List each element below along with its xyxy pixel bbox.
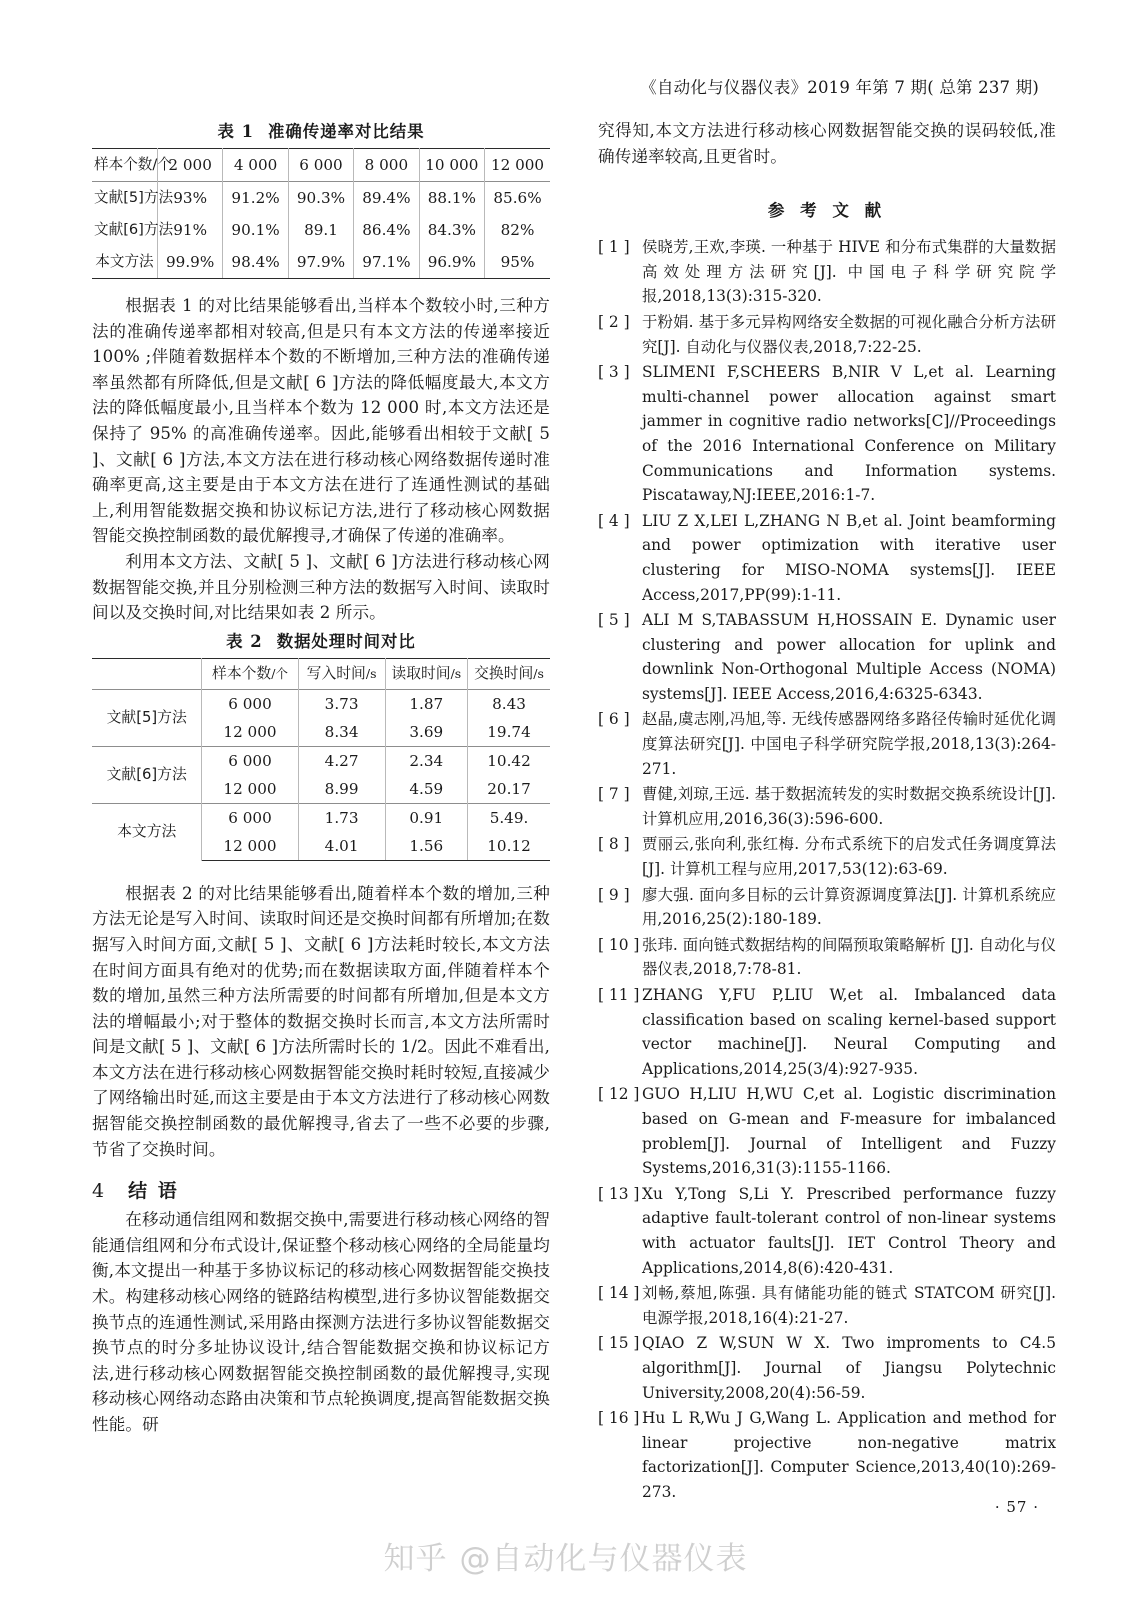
table1-cell: 82% bbox=[485, 214, 550, 246]
table2-cell: 0.91 bbox=[385, 803, 467, 832]
table2-cell: 4.59 bbox=[385, 775, 467, 804]
table-row bbox=[92, 149, 550, 182]
table1-cell: 93% bbox=[157, 182, 222, 215]
table2-cell: 12 000 bbox=[202, 718, 298, 747]
table2-cell: 12 000 bbox=[202, 832, 298, 861]
reference-number: [ 11 ] bbox=[598, 986, 640, 1004]
reference-number: [ 10 ] bbox=[598, 935, 640, 954]
reference-text: 于粉娟. 基于多元异构网络安全数据的可视化融合分析方法研究[J]. 自动化与仪器仪表,2018,7:22-25. bbox=[642, 312, 1056, 356]
table-row bbox=[92, 689, 550, 718]
reference-text: 赵晶,虞志刚,冯旭,等. 无线传感器网络多路径传输时延优化调度算法研究[J]. 中国电子科学研究院学报,2018,13(3):264-271. bbox=[642, 710, 1056, 778]
reference-text: ALI M S,TABASSUM H,HOSSAIN E. Dynamic user clustering and power allocation for uplink and downlink Non-Orthogonal Multiple Access (NOMA) systems[J]. IEEE Access,2016,4:6325-6343. bbox=[642, 611, 1056, 703]
table2-col-header-samples: 样本个数/个 bbox=[202, 658, 298, 689]
reference-text: LIU Z X,LEI L,ZHANG N B,et al. Joint beamforming and power optimization with iterative user clustering for MISO-NOMA systems[J]. IEEE Access,2017,PP(99):1-11. bbox=[642, 511, 1056, 604]
table2-cell: 19.74 bbox=[468, 718, 550, 747]
table2-group-label: 文献[6]方法 bbox=[92, 746, 202, 803]
reference-number: [ 14 ] bbox=[598, 1284, 640, 1303]
table-row bbox=[92, 746, 550, 775]
paragraph-conclusion: 在移动通信组网和数据交换中,需要进行移动核心网络的智能通信组网和分布式设计,保证整个移动核心网络的全局能量均衡,本文提出一种基于多协议标记的移动核心网数据智能交换技术。构建移动核心网络的链路结构模型,进行多协议智能数据交换节点的连通性测试,采用路由探测方法进行多协议智能数据交换节点的时分多址协议设计,结合智能数据交换和协议标记方法,进行移动核心网数据智能交换控制函数的最优解搜寻,实现移动核心网络动态路由决策和节点轮换调度,提高智能数据交换性能。研 bbox=[92, 1210, 550, 1434]
table2-cell: 3.73 bbox=[298, 689, 385, 718]
list-item bbox=[598, 883, 1056, 932]
list-item bbox=[598, 1331, 1056, 1405]
paragraph-method-intro: 利用本文方法、文献[ 5 ]、文献[ 6 ]方法进行移动核心网数据智能交换,并且分别检测三种方法的数据写入时间、读取时间以及交换时间,对比结果如表 2 所示。 bbox=[92, 551, 550, 623]
reference-text: GUO H,LIU H,WU C,et al. Logistic discrimination based on G-mean and F-measure for imbalanced problem[J]. Journal of Intelligent and Fuzzy Systems,2016,31(3):1155-1166. bbox=[642, 1085, 1056, 1178]
reference-number: [ 5 ] bbox=[598, 611, 630, 630]
table2-caption bbox=[92, 628, 550, 652]
section-heading-conclusion bbox=[92, 1176, 550, 1203]
table1-cell: 97.9% bbox=[288, 246, 353, 279]
left-column bbox=[92, 118, 550, 1468]
table2-col-header-exchange: 交换时间/s bbox=[468, 658, 550, 689]
table1-cell: 99.9% bbox=[157, 246, 222, 279]
table2-cell: 6 000 bbox=[202, 803, 298, 832]
table1-row-label: 文献[6]方法 bbox=[92, 214, 157, 246]
table2-cell: 12 000 bbox=[202, 775, 298, 804]
table1-col-header: 12 000 bbox=[485, 149, 550, 182]
section-number: 4 bbox=[92, 1180, 107, 1203]
table2-cell: 6 000 bbox=[202, 746, 298, 775]
reference-number: [ 3 ] bbox=[598, 363, 630, 382]
table1-cell: 88.1% bbox=[419, 182, 484, 215]
page-number: · 57 · bbox=[994, 1498, 1039, 1516]
zhihu-logo: 知乎 bbox=[383, 1541, 448, 1577]
list-item bbox=[598, 608, 1056, 706]
table1-cell: 98.4% bbox=[223, 246, 288, 279]
table1-col-header: 10 000 bbox=[419, 149, 484, 182]
list-item bbox=[598, 933, 1056, 982]
reference-number: [ 2 ] bbox=[598, 312, 630, 331]
list-item bbox=[598, 1281, 1056, 1330]
list-item bbox=[598, 235, 1056, 309]
reference-number: [ 4 ] bbox=[598, 511, 630, 530]
list-item bbox=[598, 832, 1056, 881]
reference-number: [ 8 ] bbox=[598, 835, 630, 854]
table2-cell: 10.12 bbox=[468, 832, 550, 861]
table2-cell: 8.43 bbox=[468, 689, 550, 718]
reference-text: SLIMENI F,SCHEERS B,NIR V L,et al. Learning multi-channel power allocation against smart jammer in cognitive radio networks[C]//Proceedings of the 2016 International Conference on Military Communications and Information systems. Piscataway,NJ:IEEE,2016:1-7. bbox=[642, 363, 1056, 505]
list-item bbox=[598, 1406, 1056, 1504]
reference-number: [ 9 ] bbox=[598, 885, 630, 904]
table1-row-label: 本文方法 bbox=[92, 246, 157, 279]
reference-text: 曹健,刘琼,王远. 基于数据流转发的实时数据交换系统设计[J]. 计算机应用,2016,36(3):596-600. bbox=[642, 785, 1056, 828]
list-item bbox=[598, 360, 1056, 508]
reference-number: [ 12 ] bbox=[598, 1085, 640, 1104]
table2-cell: 3.69 bbox=[385, 718, 467, 747]
table2-corner-cell bbox=[92, 658, 202, 689]
reference-text: ZHANG Y,FU P,LIU W,et al. Imbalanced data classification based on scaling kernel-based support vector machine[J]. Neural Computing and Applications,2014,25(3/4):927-935. bbox=[642, 986, 1056, 1078]
reference-number: [ 15 ] bbox=[598, 1334, 640, 1353]
list-item bbox=[598, 509, 1056, 607]
reference-number: [ 6 ] bbox=[598, 710, 630, 729]
watermark-handle: @自动化与仪器仪表 bbox=[459, 1541, 748, 1577]
reference-text: 廖大强. 面向多目标的云计算资源调度算法[J]. 计算机系统应用,2016,25(2):180-189. bbox=[642, 885, 1056, 929]
table2-cell: 4.01 bbox=[298, 832, 385, 861]
table1-cell: 89.4% bbox=[354, 182, 419, 215]
paragraph-table2-analysis: 根据表 2 的对比结果能够看出,随着样本个数的增加,三种方法无论是写入时间、读取时间还是交换时间都有所增加;在数据写入时间方面,文献[ 5 ]、文献[ 6 ]方法耗时较长,本文方法在时间方面具有绝对的优势;而在数据读取方面,伴随着样本个数的增加,虽然三种方法所需要的时间都有所增加,但是本文方法的增幅最小;对于整体的数据交换时长而言,本文方法所需时间是文献[ 5 ]、文献[ 6 ]方法所需时长的 1/2。因此不难看出,本文方法在进行移动核心网数据智能交换时耗时较短,直接减少了网络输出时延,而这主要是由于本文方法进行了移动核心网数据智能交换控制函数的最优解搜寻,省去了一些不必要的步骤,节省了交换时间。 bbox=[92, 883, 550, 1159]
list-item bbox=[598, 782, 1056, 831]
list-item bbox=[598, 707, 1056, 781]
reference-text: 侯晓芳,王欢,李瑛. 一种基于 HIVE 和分布式集群的大量数据高效处理方法研究[J]. 中国电子科学研究院学报,2018,13(3):315-320. bbox=[642, 238, 1056, 306]
right-column bbox=[598, 118, 1056, 1501]
table-row bbox=[92, 246, 550, 279]
table2-cell: 1.73 bbox=[298, 803, 385, 832]
table1-col-header: 4 000 bbox=[223, 149, 288, 182]
table1-cell: 96.9% bbox=[419, 246, 484, 279]
table2-cell: 4.27 bbox=[298, 746, 385, 775]
table2-caption-label: 表 2 bbox=[226, 631, 263, 651]
table2-cell: 20.17 bbox=[468, 775, 550, 804]
reference-number: [ 13 ] bbox=[598, 1184, 640, 1203]
table1-cell: 97.1% bbox=[354, 246, 419, 279]
table1-cell: 90.3% bbox=[288, 182, 353, 215]
table2-cell: 5.49. bbox=[468, 803, 550, 832]
table-row bbox=[92, 803, 550, 832]
watermark bbox=[384, 1533, 748, 1578]
two-column-body bbox=[92, 118, 1056, 1501]
table1-col-header: 样本个数/个 bbox=[92, 149, 157, 182]
reference-text: 贾丽云,张向利,张红梅. 分布式系统下的启发式任务调度算法[J]. 计算机工程与应用,2017,53(12):63-69. bbox=[642, 835, 1056, 879]
list-item bbox=[598, 1182, 1056, 1280]
section-title: 结 语 bbox=[128, 1180, 179, 1203]
table2-caption-title: 数据处理时间对比 bbox=[276, 631, 416, 651]
table-row bbox=[92, 182, 550, 215]
running-head: 《自动化与仪器仪表》2019 年第 7 期( 总第 237 期) bbox=[640, 78, 1039, 97]
reference-number: [ 1 ] bbox=[598, 238, 630, 257]
table1-cell: 90.1% bbox=[223, 214, 288, 246]
table2-cell: 1.87 bbox=[385, 689, 467, 718]
table2-cell: 1.56 bbox=[385, 832, 467, 861]
table2-cell: 6 000 bbox=[202, 689, 298, 718]
table1-cell: 84.3% bbox=[419, 214, 484, 246]
table1-cell: 95% bbox=[485, 246, 550, 279]
table-row bbox=[92, 214, 550, 246]
reference-number: [ 16 ] bbox=[598, 1409, 640, 1428]
table2-cell: 2.34 bbox=[385, 746, 467, 775]
table1-cell: 86.4% bbox=[354, 214, 419, 246]
list-item bbox=[598, 310, 1056, 359]
table1-row-label: 文献[5]方法 bbox=[92, 182, 157, 215]
table1-cell: 91% bbox=[157, 214, 222, 246]
table1-caption bbox=[92, 118, 550, 142]
table1-cell: 85.6% bbox=[485, 182, 550, 215]
table1-caption-title: 准确传递率对比结果 bbox=[268, 122, 425, 141]
table1-caption-label: 表 1 bbox=[217, 122, 254, 141]
paragraph-table1-analysis: 根据表 1 的对比结果能够看出,当样本个数较小时,三种方法的准确传递率都相对较高,但是只有本文方法的传递率接近 100% ;伴随着数据样本个数的不断增加,三种方法的准确传递率虽然都有所降低,但是文献[ 6 ]方法的降低幅度最大,本文方法的降低幅度最小,且当样本个数为 12 000 时,本文方法还是保持了 95% 的高准确传递率。因此,能够看出相较于文献[ 5 ]、文献[ 6 ]方法,本文方法在进行移动核心网络数据传递时准确率更高,这主要是由于本文方法在进行了连通性测试的基础上,利用智能数据交换和协议标记方法,进行了移动核心网数据智能交换控制函数的最优解搜寻,才确保了传递的准确率。 bbox=[92, 296, 550, 546]
table1-accuracy-comparison bbox=[92, 148, 550, 279]
references-list bbox=[598, 235, 1056, 1504]
table2-processing-time-comparison bbox=[92, 658, 550, 861]
table1-cell: 89.1 bbox=[288, 214, 353, 246]
table2-group-label: 文献[5]方法 bbox=[92, 689, 202, 746]
table2-col-header-write: 写入时间/s bbox=[298, 658, 385, 689]
table2-cell: 10.42 bbox=[468, 746, 550, 775]
list-item bbox=[598, 983, 1056, 1081]
table2-col-header-read: 读取时间/s bbox=[385, 658, 467, 689]
reference-text: Xu Y,Tong S,Li Y. Prescribed performance fuzzy adaptive fault-tolerant control of non-linear systems with actuator faults[J]. IET Control Theory and Applications,2014,8(6):420-431. bbox=[642, 1184, 1056, 1277]
table1-col-header: 6 000 bbox=[288, 149, 353, 182]
table2-group-label: 本文方法 bbox=[92, 803, 202, 860]
table2-cell: 8.99 bbox=[298, 775, 385, 804]
reference-text: Hu L R,Wu J G,Wang L. Application and method for linear projective non-negative matrix factorization[J]. Computer Science,2013,40(10):269-273. bbox=[642, 1409, 1056, 1501]
reference-text: 刘畅,蔡旭,陈强. 具有储能功能的链式 STATCOM 研究[J]. 电源学报,2018,16(4):21-27. bbox=[642, 1284, 1056, 1327]
reference-number: [ 7 ] bbox=[598, 785, 630, 804]
reference-text: QIAO Z W,SUN W X. Two improments to C4.5 algorithm[J]. Journal of Jiangsu Polytechnic University,2008,20(4):56-59. bbox=[642, 1334, 1056, 1402]
table-row bbox=[92, 658, 550, 689]
table2-cell: 8.34 bbox=[298, 718, 385, 747]
reference-text: 张玮. 面向链式数据结构的间隔预取策略解析 [J]. 自动化与仪器仪表,2018,7:78-81. bbox=[642, 935, 1056, 979]
table1-cell: 91.2% bbox=[223, 182, 288, 215]
list-item bbox=[598, 1082, 1056, 1180]
table1-col-header: 2 000 bbox=[157, 149, 222, 182]
references-heading: 参 考 文 献 bbox=[767, 201, 887, 221]
paragraph-conclusion-continued: 究得知,本文方法进行移动核心网数据智能交换的误码较低,准确传递率较高,且更省时。 bbox=[598, 121, 1056, 166]
table1-col-header: 8 000 bbox=[354, 149, 419, 182]
